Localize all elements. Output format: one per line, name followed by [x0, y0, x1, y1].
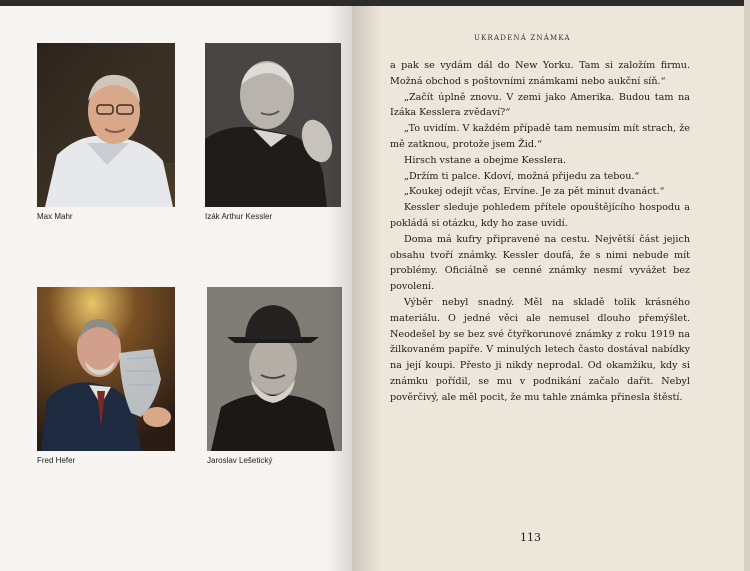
photo-izak-arthur-kessler [205, 43, 341, 207]
paragraph: Hirsch vstane a obejme Kesslera. [404, 154, 567, 166]
page-edge [744, 0, 750, 571]
page-number: 113 [520, 531, 541, 544]
paragraph: „Začít úplně znovu. V zemi jako Amerika. Budou tam na Izáka Kesslera zvědaví?“ [390, 91, 690, 119]
photo-max-mahr [37, 43, 175, 207]
caption-fred-hefer: Fred Hefer [37, 456, 76, 465]
photo-jaroslav-leseticky [207, 287, 342, 451]
caption-izak-arthur-kessler: Izák Arthur Kessler [205, 212, 273, 221]
body-text [390, 58, 690, 406]
paragraph: „Koukej odejít včas, Ervíne. Je za pět minut dvanáct.“ [404, 186, 665, 198]
right-page [352, 6, 744, 571]
paragraph: Výběr nebyl snadný. Měl na skladě tolik krásného materiálu. O jedné věci ale nemusel dlouho přemýšlet. Neodešel by se bez své čtyřkorunové známky z roku 1919 na žilkovaném papíře. V minulých letech často dostával nabídky na její koupi. Přesto ji nikdy neprodal. Od okamžiku, kdy si známku pořídil, se mu v podnikání začalo dařit. Nebyl pověrčivý, ale měl pocit, že mu tahle známka přinesla štěstí. [390, 296, 690, 403]
caption-jaroslav-leseticky: Jaroslav Lešetický [207, 456, 273, 465]
paragraph: a pak se vydám dál do New Yorku. Tam si založím firmu. Možná obchod s poštovními známkami nebo aukční síň.“ [390, 60, 690, 87]
paragraph: „To uvidím. V každém případě tam nemusím mít strach, že mě zatknou, protože jsem Žid.“ [390, 123, 690, 150]
paragraph: Doma má kufry připravené na cestu. Největší část jejich obsahu tvoří známky. Kessler doufá, že s nimi nebude mít problémy. Oficiálně se cenné známky nesmí vyvážet bez povolení. [390, 233, 690, 293]
caption-max-mahr: Max Mahr [37, 212, 73, 221]
left-page [0, 6, 352, 571]
running-head: UKRADENÁ ZNÁMKA [474, 34, 571, 42]
paragraph: Kessler sleduje pohledem přítele opouštějícího hospodu a pokládá si otázku, kdy ho zase uvidí. [390, 202, 690, 229]
paragraph: „Držím ti palce. Kdoví, možná přijedu za tebou.“ [404, 170, 640, 182]
photo-fred-hefer [37, 287, 175, 451]
